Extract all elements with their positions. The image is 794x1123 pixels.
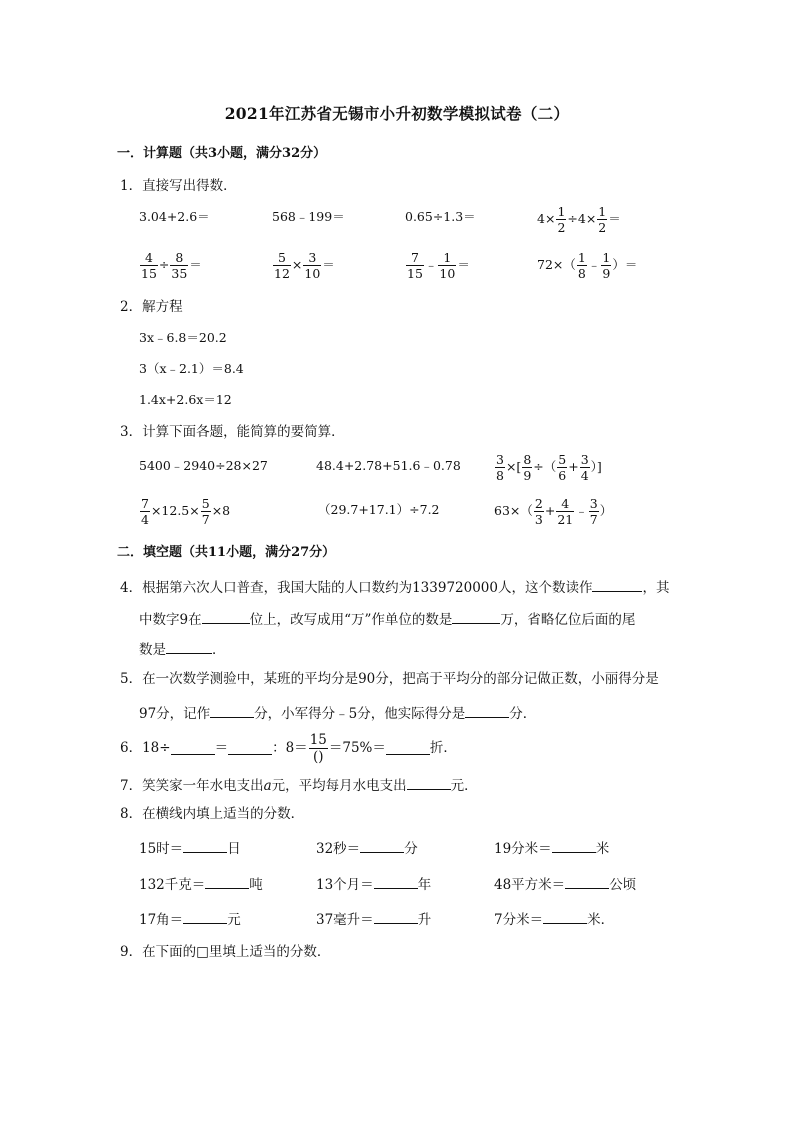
q5-text: 分，小军得分﹣5分，他实际得分是 [254, 706, 466, 722]
fraction-denominator: 8 [577, 266, 586, 282]
answer-blank[interactable] [407, 777, 451, 790]
q7-text: 7．笑笑家一年水电支出 [120, 778, 264, 794]
q8-item [139, 840, 241, 857]
q8-item [494, 876, 636, 893]
q1-h-pre: 72×（ [537, 257, 576, 273]
fraction-numerator: 3 [589, 496, 598, 511]
q1-expr-g [405, 251, 470, 280]
q3-c-t3: + [568, 459, 579, 475]
q3-c-t4: ）] [590, 459, 602, 475]
fraction-numerator: 5 [201, 496, 210, 511]
fraction [140, 497, 150, 526]
q4-line-2 [139, 611, 635, 628]
q1-expr-b: 568﹣199＝ [272, 209, 345, 224]
fraction-numerator: 4 [556, 497, 574, 512]
q1-d-post: ＝ [608, 211, 621, 227]
q3-f-t1: + [544, 503, 556, 519]
q1-d-pre: 4× [537, 211, 556, 227]
q4-text: 中数字9在 [139, 612, 202, 628]
fraction-numerator: 5 [273, 251, 291, 266]
fraction-numerator: 8 [170, 251, 188, 266]
fraction-numerator: 1 [438, 251, 456, 266]
q4-text: 数是 [139, 642, 166, 658]
q8-item [316, 911, 431, 928]
answer-blank[interactable] [592, 579, 642, 592]
fraction-denominator: 15 [141, 266, 157, 282]
q8-item-post: 公顷 [609, 877, 637, 893]
q9-prompt: 9．在下面的□里填上适当的分数． [120, 944, 331, 960]
equals: ＝ [457, 257, 470, 273]
answer-blank[interactable] [386, 742, 430, 755]
fraction [406, 251, 424, 280]
operator: ﹣ [587, 257, 601, 273]
page-title: 2021年江苏省无锡市小升初数学模拟试卷（二） [224, 104, 570, 123]
q2-equation-2: 3（x﹣2.1）＝8.4 [139, 361, 244, 376]
fraction-denominator: 7 [201, 512, 210, 528]
fraction [597, 205, 607, 234]
operator: ÷ [158, 257, 170, 273]
fraction-denominator: 2 [598, 220, 607, 236]
q3-expr-a: 5400﹣2940÷28×27 [139, 458, 268, 473]
fraction-numerator: 3 [496, 452, 504, 467]
q7-text: 元，平均每月水电支出 [271, 778, 407, 794]
q4-text: ，其 [642, 580, 670, 596]
q8-item-post: 米 [595, 841, 610, 857]
q3-prompt: 3．计算下面各题，能简算的要简算． [120, 424, 345, 440]
answer-blank[interactable] [452, 611, 500, 624]
q4-text: ． [212, 642, 226, 658]
q3-c-t2: ÷（ [533, 459, 557, 475]
fraction-numerator: 1 [602, 250, 611, 265]
fraction-denominator: 15 [407, 266, 423, 282]
q5-line-2 [139, 705, 536, 722]
fraction-denominator: 3 [534, 512, 543, 528]
fraction [556, 497, 574, 526]
fraction-denominator: 8 [496, 468, 504, 484]
q5-line-1: 5．在一次数学测验中，某班的平均分是90分，把高于平均分的部分记做正数，小丽得分是 [120, 671, 659, 687]
answer-blank[interactable] [552, 840, 596, 853]
answer-blank[interactable] [166, 641, 212, 654]
q8-item-pre: 15时＝ [139, 841, 184, 857]
fraction-numerator: 7 [141, 496, 149, 511]
q4-line-1 [120, 579, 669, 596]
q7-line [120, 777, 478, 794]
q1-expr-h [537, 251, 637, 280]
q3-expr-e: （29.7+17.1）÷7.2 [318, 502, 440, 517]
fraction-denominator: 9 [602, 266, 611, 282]
q8-prompt: 8．在横线内填上适当的分数． [120, 806, 305, 822]
fraction-denominator: 6 [558, 468, 567, 484]
q3-f-t0: 63×（ [494, 503, 533, 519]
answer-blank[interactable] [565, 876, 609, 889]
operator: × [291, 257, 303, 273]
q4-text: 万，省略亿位后面的尾 [500, 612, 636, 628]
equals: ＝ [189, 257, 202, 273]
answer-blank[interactable] [360, 840, 404, 853]
q1-expr-e [139, 251, 202, 280]
q3-expr-c [494, 453, 602, 482]
q3-expr-d [139, 497, 230, 526]
q8-item-pre: 7分米＝ [494, 912, 544, 928]
fraction [577, 251, 587, 280]
fraction [201, 497, 211, 526]
q1-expr-f [272, 251, 335, 280]
q7-text: 元． [450, 778, 478, 794]
operator: ﹣ [424, 257, 438, 273]
q8-item [139, 911, 241, 928]
fraction-numerator: 4 [140, 251, 158, 266]
q3-c-t1: ×[ [505, 459, 522, 475]
fraction-numerator: 8 [523, 452, 532, 467]
fraction [522, 453, 532, 482]
q6-text: ：8＝ [272, 739, 308, 756]
fraction-denominator: () [313, 749, 324, 766]
q3-d-t2: ×8 [211, 503, 231, 519]
q3-expr-b: 48.4+2.78+51.6﹣0.78 [316, 458, 461, 473]
q8-item-post: 日 [227, 841, 241, 857]
q8-item-post: 分 [404, 841, 418, 857]
q6-text: ＝ [214, 739, 229, 756]
fraction [303, 251, 321, 280]
q8-item-post: 元 [227, 912, 241, 928]
q6-line [120, 733, 457, 764]
answer-blank[interactable] [171, 742, 215, 755]
fraction-denominator: 10 [304, 266, 321, 282]
q8-item [139, 876, 263, 893]
q8-item-pre: 132千克＝ [139, 877, 206, 893]
fraction [557, 453, 567, 482]
q1-h-post: ）＝ [612, 257, 638, 273]
answer-blank[interactable] [183, 911, 227, 924]
q8-item-post: 米． [587, 912, 615, 928]
fraction-denominator: 4 [580, 468, 589, 484]
q8-item-pre: 13个月＝ [316, 877, 374, 893]
fraction-denominator: 4 [141, 512, 149, 528]
q8-item-pre: 48平方米＝ [494, 877, 566, 893]
section-heading-1: 一．计算题（共3小题，满分32分） [117, 146, 327, 161]
fraction [534, 497, 544, 526]
answer-blank[interactable] [210, 705, 254, 718]
q8-item-post: 升 [417, 912, 432, 928]
q8-item-pre: 19分米＝ [494, 841, 552, 857]
q8-item-pre: 17角＝ [139, 912, 184, 928]
fraction-numerator: 5 [558, 452, 567, 467]
fraction-denominator: 7 [589, 512, 598, 528]
q4-text: 4．根据第六次人口普查，我国大陆的人口数约为1339720000人，这个数读作 [120, 580, 593, 596]
q8-item [494, 911, 614, 928]
fraction-numerator: 3 [303, 251, 321, 266]
fraction-numerator: 1 [577, 250, 586, 265]
fraction [556, 205, 566, 234]
q1-expr-a: 3.04+2.6＝ [139, 209, 210, 224]
fraction-denominator: 9 [523, 468, 532, 484]
fraction [580, 453, 590, 482]
fraction-numerator: 3 [580, 452, 589, 467]
fraction-numerator: 15 [309, 732, 327, 748]
fraction [140, 251, 158, 280]
answer-blank[interactable] [374, 876, 418, 889]
q5-text: 97分，记作 [139, 706, 211, 722]
fraction-denominator: 10 [439, 266, 456, 282]
q4-line-3 [139, 641, 226, 658]
q8-item [494, 840, 609, 857]
q8-item-post: 年 [417, 877, 432, 893]
q1-d-mid: ÷4× [567, 211, 597, 227]
fraction-numerator: 2 [534, 496, 543, 511]
q2-equation-3: 1.4x+2.6x＝12 [139, 392, 232, 407]
q8-item-pre: 32秒＝ [316, 841, 361, 857]
q3-f-t2: ﹣ [575, 503, 588, 519]
fraction [438, 251, 456, 280]
answer-blank[interactable] [202, 611, 250, 624]
answer-blank[interactable] [183, 840, 227, 853]
q4-text: 位上，改写成用“万”作单位的数是 [249, 612, 453, 628]
q3-expr-f [494, 497, 612, 526]
q8-item-pre: 37毫升＝ [316, 912, 374, 928]
fraction-numerator: 1 [557, 204, 566, 219]
fraction-denominator: 35 [171, 266, 188, 282]
q6-text: 折． [429, 739, 457, 756]
section-heading-2: 二．填空题（共11小题，满分27分） [117, 545, 336, 560]
q3-d-t1: ×12.5× [150, 503, 200, 519]
fraction [601, 251, 611, 280]
answer-blank[interactable] [374, 911, 418, 924]
q6-text: 6．18÷ [120, 739, 171, 756]
fraction [170, 251, 188, 280]
fraction [309, 733, 328, 764]
q8-item-post: 吨 [249, 877, 263, 893]
q2-equation-1: 3x﹣6.8＝20.2 [139, 330, 227, 345]
answer-blank[interactable] [543, 911, 587, 924]
fraction-denominator: 2 [557, 220, 566, 236]
answer-blank[interactable] [465, 705, 509, 718]
q8-item [316, 840, 418, 857]
fraction-numerator: 7 [406, 251, 424, 266]
q1-expr-c: 0.65÷1.3＝ [405, 209, 476, 224]
q2-prompt: 2．解方程 [120, 299, 183, 315]
fraction [495, 453, 505, 482]
q1-expr-d [537, 205, 621, 234]
answer-blank[interactable] [228, 742, 272, 755]
answer-blank[interactable] [205, 876, 249, 889]
fraction [273, 251, 291, 280]
fraction-denominator: 21 [557, 512, 574, 528]
q8-item [316, 876, 431, 893]
q7-variable: a [263, 778, 272, 794]
q1-prompt: 1．直接写出得数． [120, 178, 237, 194]
equals: ＝ [322, 257, 335, 273]
fraction [589, 497, 599, 526]
q5-text: 分． [509, 706, 537, 722]
fraction-numerator: 1 [598, 204, 607, 219]
fraction-denominator: 12 [274, 266, 290, 282]
q6-text: ＝75%＝ [328, 739, 386, 756]
q3-f-t3: ） [599, 503, 613, 519]
